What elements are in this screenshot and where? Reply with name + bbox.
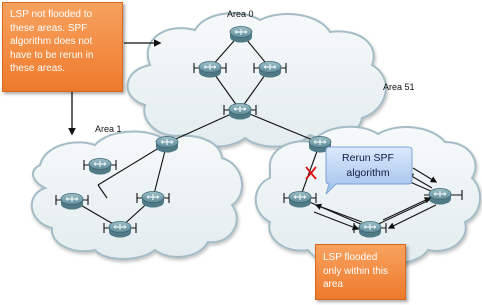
- router-icon: [359, 222, 381, 238]
- spf-callout-text: Rerun SPF algorithm: [342, 152, 394, 179]
- router-icon: [199, 62, 221, 78]
- router-icon: [289, 192, 311, 208]
- router-icon: [229, 104, 251, 120]
- callout-lsp-not-flooded: LSP not flooded to these areas. SPF algorithm does not have to be rerun in these areas.: [2, 2, 123, 92]
- router-icon: [142, 192, 164, 208]
- router-icon: [61, 194, 83, 210]
- callout-lsp-flooded: LSP flooded only within this area: [315, 244, 406, 300]
- router-icon: [429, 189, 451, 205]
- area-0-label: Area 0: [227, 9, 254, 19]
- router-icon: [109, 222, 131, 238]
- router-icon: [89, 159, 111, 175]
- router-icon: [259, 62, 281, 78]
- router-icon: [156, 137, 178, 153]
- router-icon: [230, 27, 252, 43]
- area-1-label: Area 1: [95, 124, 122, 134]
- area-51-label: Area 51: [383, 82, 415, 92]
